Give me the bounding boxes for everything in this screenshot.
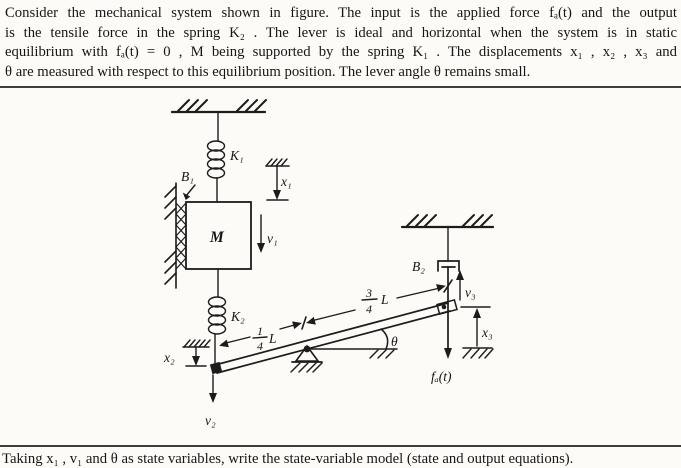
velocity-v3-arrow [456, 270, 464, 300]
velocity-v1-label: v₁ [267, 231, 278, 246]
velocity-v1-arrow [257, 215, 265, 253]
velocity-v2-arrow [209, 375, 217, 403]
problem-line: Consider the mechanical system shown in figure. The input is the applied force fₐ(t) and the output [5, 5, 677, 21]
len-quarter-unit: L [269, 331, 277, 346]
spring-k1 [208, 141, 225, 202]
applied-force-fa-label: fₐ(t) [431, 369, 452, 384]
applied-force-fa-arrow [444, 348, 452, 359]
spring-k1-label: K₁ [230, 148, 244, 163]
displacement-x2-label: x₂ [164, 350, 175, 365]
damper-b1-pointer [182, 185, 195, 201]
wall-left [165, 183, 176, 288]
problem-line: is the tensile force in the spring K₂ . The lever is ideal and horizontal when the system is in static [5, 24, 677, 41]
ceiling-right [402, 215, 493, 261]
lever [210, 300, 457, 374]
len-quarter-den: 4 [257, 339, 263, 353]
problem-line: θ are measured with respect to this equilibrium position. The lever angle θ remains small. [5, 63, 531, 80]
problem-line: equilibrium with fₐ(t) = 0 , M being supported by the spring K₁ . The displacements x₁ , x₂ , x₃ and [5, 44, 677, 61]
spring-k2 [209, 269, 226, 363]
displacement-x2-reference [183, 340, 210, 366]
damper-b1-label: B₁ [181, 169, 194, 184]
mass-m-label: M [210, 229, 224, 246]
dimension-three-quarter-l [305, 280, 452, 327]
len-quarter-num: 1 [257, 324, 263, 338]
ceiling-left [172, 100, 266, 141]
len-three-quarter-den: 4 [366, 302, 372, 316]
footer-question: Taking x₁ , v₁ and θ as state variables, write the state-variable model (state and output equations). [2, 451, 574, 467]
angle-theta [311, 329, 397, 358]
damper-b2-label: B₂ [412, 259, 425, 274]
displacement-x3-label: x₃ [482, 325, 493, 340]
velocity-v3-label: v₃ [465, 285, 476, 300]
len-three-quarter-num: 3 [366, 286, 372, 300]
damper-b1 [176, 203, 186, 269]
displacement-x1-label: x₁ [281, 174, 292, 189]
len-three-quarter-unit: L [381, 292, 389, 307]
angle-theta-label: θ [391, 334, 398, 349]
velocity-v2-label: v₂ [205, 413, 216, 428]
spring-k2-label: K₂ [231, 309, 245, 324]
